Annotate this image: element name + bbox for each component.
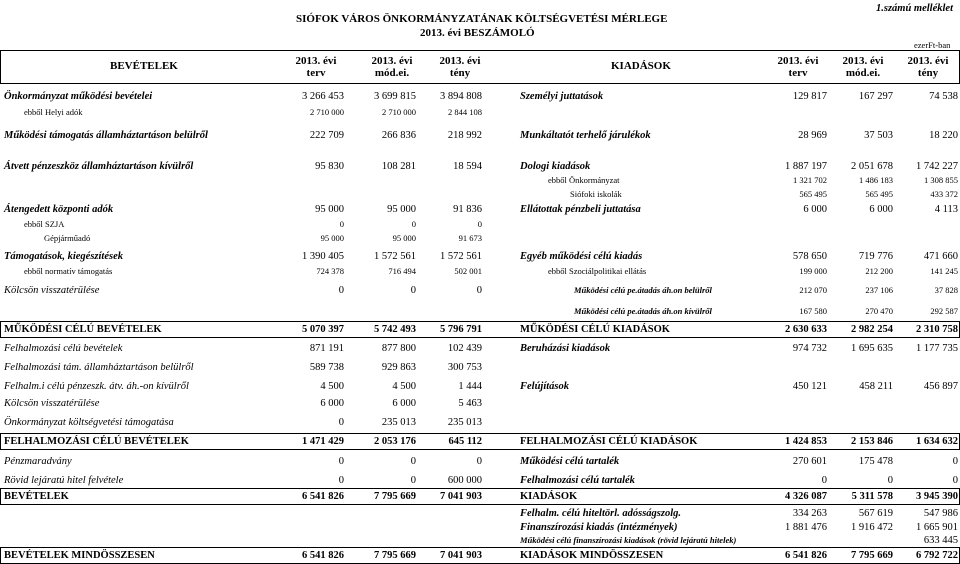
revenue-value: 222 709 — [309, 130, 344, 141]
expense-row-label: Dologi kiadások — [520, 161, 591, 172]
expense-row-label: Munkáltatót terhelő járulékok — [520, 130, 651, 141]
revenue-row-label: Rövid lejáratú hitel felvétele — [4, 475, 124, 486]
expense-value: 7 795 669 — [851, 550, 893, 561]
expense-value: 2 051 678 — [851, 161, 893, 172]
expense-value: 74 538 — [929, 91, 958, 102]
expense-value: 0 — [952, 456, 958, 467]
total-row-bottom-rule — [0, 504, 960, 505]
expense-value: 167 297 — [858, 91, 893, 102]
page-subtitle: 2013. évi BESZÁMOLÓ — [420, 27, 535, 39]
revenue-row-label: ebből SZJA — [24, 219, 65, 229]
expense-row-label: Siófoki iskolák — [570, 189, 622, 199]
column-header-modified — [833, 56, 893, 79]
revenue-value: 7 041 903 — [440, 550, 482, 561]
expense-value: 719 776 — [858, 251, 893, 262]
expense-row-label: FELHALMOZÁSI CÉLÚ KIADÁSOK — [520, 436, 698, 447]
revenue-value: 5 070 397 — [302, 324, 344, 335]
revenue-value: 724 378 — [316, 266, 344, 276]
revenue-row-label: ebből Helyi adók — [24, 107, 83, 117]
column-header-line: terv — [788, 66, 808, 79]
revenue-value: 0 — [410, 285, 416, 296]
revenue-value: 502 001 — [454, 266, 482, 276]
expense-row-label: Felhalm. célú hiteltörl. adósságszolg. — [520, 508, 682, 519]
expense-value: 334 263 — [792, 508, 827, 519]
revenue-value: 877 800 — [381, 343, 416, 354]
expense-value: 1 742 227 — [916, 161, 958, 172]
revenue-value: 1 390 405 — [302, 251, 344, 262]
revenue-row-label: Felhalmozási célú bevételek — [4, 343, 123, 354]
expense-value: 18 220 — [929, 130, 958, 141]
revenue-value: 929 863 — [381, 362, 416, 373]
column-header-line: terv — [306, 66, 326, 79]
expense-value: 270 601 — [792, 456, 827, 467]
expense-value: 1 424 853 — [785, 436, 827, 447]
revenue-value: 0 — [339, 219, 344, 229]
revenue-value: 7 795 669 — [374, 550, 416, 561]
expense-value: 37 828 — [934, 285, 958, 295]
revenue-value: 95 000 — [387, 204, 416, 215]
revenue-value: 7 041 903 — [440, 491, 482, 502]
expense-value: 141 245 — [930, 266, 958, 276]
expense-value: 433 372 — [930, 189, 958, 199]
column-header-plan — [768, 56, 828, 79]
revenue-value: 95 000 — [392, 233, 416, 243]
expense-row-label: Személyi juttatások — [520, 91, 604, 102]
expense-value: 0 — [952, 475, 958, 486]
revenue-value: 3 894 808 — [440, 91, 482, 102]
revenue-value: 0 — [338, 417, 344, 428]
header-top-rule — [0, 50, 960, 51]
revenue-value: 18 594 — [453, 161, 482, 172]
column-header-line: tény — [917, 66, 939, 79]
expense-value: 1 177 735 — [916, 343, 958, 354]
revenue-value: 589 738 — [309, 362, 344, 373]
expense-value: 3 945 390 — [916, 491, 958, 502]
revenue-value: 6 000 — [392, 398, 416, 409]
expense-value: 4 113 — [934, 204, 958, 215]
expense-value: 212 200 — [865, 266, 893, 276]
revenue-value: 1 471 429 — [302, 436, 344, 447]
revenue-row-label: FELHALMOZÁSI CÉLÚ BEVÉTELEK — [4, 436, 189, 447]
revenue-value: 2 844 108 — [448, 107, 482, 117]
expense-value: 6 792 722 — [916, 550, 958, 561]
expense-value: 270 470 — [865, 306, 893, 316]
unit-label: ezerFt-ban — [914, 40, 951, 50]
expense-value: 4 326 087 — [785, 491, 827, 502]
revenue-value: 7 795 669 — [374, 491, 416, 502]
expense-value: 5 311 578 — [851, 491, 893, 502]
expense-row-label: KIADÁSOK MINDÖSSZESEN — [520, 550, 664, 561]
revenue-value: 235 013 — [381, 417, 416, 428]
expense-value: 458 211 — [859, 381, 893, 392]
revenue-row-label: Átvett pénzeszköz államháztartáson kívülről — [4, 161, 194, 172]
revenue-row-label: Pénzmaradvány — [4, 456, 72, 467]
revenue-value: 4 500 — [392, 381, 416, 392]
expense-value: 28 969 — [798, 130, 827, 141]
expense-value: 175 478 — [858, 456, 893, 467]
header-bottom-rule — [0, 83, 960, 84]
revenue-row-label: Gépjárműadó — [44, 233, 91, 243]
expense-value: 237 106 — [865, 285, 893, 295]
revenue-column-title: BEVÉTELEK — [110, 60, 178, 72]
revenue-value: 0 — [410, 456, 416, 467]
expense-value: 633 445 — [923, 535, 958, 546]
total-row-bottom-rule — [0, 337, 960, 338]
expense-value: 471 660 — [923, 251, 958, 262]
revenue-value: 1 444 — [458, 381, 482, 392]
revenue-row-label: Felhalmozási tám. államháztartáson belülről — [4, 362, 194, 373]
column-header-line: 2013. évi — [842, 55, 884, 67]
expense-value: 1 321 702 — [793, 175, 827, 185]
revenue-value: 0 — [410, 475, 416, 486]
total-row-top-rule — [0, 321, 960, 322]
revenue-value: 0 — [338, 456, 344, 467]
expense-value: 450 121 — [792, 381, 827, 392]
expense-value: 456 897 — [923, 381, 958, 392]
expense-value: 167 580 — [799, 306, 827, 316]
revenue-value: 235 013 — [447, 417, 482, 428]
expense-value: 6 000 — [869, 204, 893, 215]
expense-row-label: Ellátottak pénzbeli juttatása — [520, 204, 641, 215]
expense-value: 0 — [887, 475, 893, 486]
expense-row-label: MŰKÖDÉSI CÉLÚ KIADÁSOK — [520, 324, 670, 335]
revenue-value: 108 281 — [381, 161, 416, 172]
expense-value: 1 308 855 — [924, 175, 958, 185]
total-row-bottom-rule — [0, 449, 960, 450]
expense-value: 974 732 — [792, 343, 827, 354]
expense-value: 1 887 197 — [785, 161, 827, 172]
revenue-value: 5 742 493 — [374, 324, 416, 335]
revenue-value: 3 266 453 — [302, 91, 344, 102]
column-header-line: 2013. évi — [371, 55, 413, 67]
header-left-border — [0, 50, 1, 83]
revenue-row-label: Átengedett központi adók — [4, 204, 114, 215]
revenue-value: 0 — [476, 285, 482, 296]
revenue-row-label: Felhalm.i célú pénzeszk. átv. áh.-on kívülről — [4, 381, 189, 392]
revenue-value: 2 710 000 — [382, 107, 416, 117]
revenue-row-label: Önkormányzat működési bevételei — [4, 91, 153, 102]
revenue-row-label: ebből normatív támogatás — [24, 266, 113, 276]
expense-column-title: KIADÁSOK — [611, 60, 671, 72]
revenue-value: 5 463 — [458, 398, 482, 409]
revenue-value: 6 541 826 — [302, 491, 344, 502]
revenue-value: 95 000 — [315, 204, 344, 215]
revenue-row-label: BEVÉTELEK MINDÖSSZESEN — [4, 550, 155, 561]
revenue-value: 4 500 — [320, 381, 344, 392]
total-row-side-rule — [0, 433, 1, 449]
column-header-line: mód.ei. — [374, 66, 410, 79]
revenue-value: 3 699 815 — [374, 91, 416, 102]
revenue-value: 5 796 791 — [440, 324, 482, 335]
expense-value: 578 650 — [792, 251, 827, 262]
total-row-top-rule — [0, 433, 960, 434]
column-header-modified — [362, 56, 422, 79]
expense-row-label: Működési célú tartalék — [520, 456, 620, 467]
revenue-row-label: Önkormányzat költségvetési támogatása — [4, 417, 174, 428]
column-header-actual — [430, 56, 490, 79]
revenue-value: 1 572 561 — [440, 251, 482, 262]
expense-value: 2 310 758 — [916, 324, 958, 335]
expense-value: 1 916 472 — [851, 522, 893, 533]
expense-value: 2 982 254 — [851, 324, 893, 335]
column-header-line: tény — [449, 66, 471, 79]
revenue-value: 91 836 — [453, 204, 482, 215]
revenue-row-label: MŰKÖDÉSI CÉLÚ BEVÉTELEK — [4, 324, 162, 335]
total-row-top-rule — [0, 488, 960, 489]
revenue-value: 95 830 — [315, 161, 344, 172]
total-row-side-rule — [0, 321, 1, 337]
revenue-value: 600 000 — [447, 475, 482, 486]
revenue-value: 91 673 — [458, 233, 482, 243]
expense-value: 0 — [821, 475, 827, 486]
expense-value: 547 986 — [923, 508, 958, 519]
expense-value: 1 634 632 — [916, 436, 958, 447]
column-header-line: mód.ei. — [845, 66, 881, 79]
column-header-line: 2013. évi — [907, 55, 949, 67]
expense-value: 1 881 476 — [785, 522, 827, 533]
column-header-line: 2013. évi — [295, 55, 337, 67]
revenue-value: 6 000 — [320, 398, 344, 409]
expense-value: 1 486 183 — [859, 175, 893, 185]
expense-row-label: KIADÁSOK — [520, 491, 578, 502]
revenue-value: 2 710 000 — [310, 107, 344, 117]
column-header-line: 2013. évi — [439, 55, 481, 67]
expense-row-label: Beruházási kiadások — [520, 343, 611, 354]
column-header-plan — [286, 56, 346, 79]
revenue-row-label: Kölcsön visszatérülése — [4, 398, 100, 409]
expense-row-label: Felújítások — [520, 381, 570, 392]
revenue-value: 0 — [338, 285, 344, 296]
expense-value: 37 503 — [864, 130, 893, 141]
revenue-value: 95 000 — [320, 233, 344, 243]
revenue-value: 0 — [477, 219, 482, 229]
revenue-value: 218 992 — [447, 130, 482, 141]
revenue-value: 2 053 176 — [374, 436, 416, 447]
expense-value: 2 153 846 — [851, 436, 893, 447]
column-header-line: 2013. évi — [777, 55, 819, 67]
expense-value: 1 695 635 — [851, 343, 893, 354]
expense-value: 129 817 — [792, 91, 827, 102]
expense-row-label: Egyéb működési célú kiadás — [520, 251, 643, 262]
expense-row-label: Működési célú pe.átadás áh.on belülről — [574, 285, 712, 295]
total-row-side-rule — [0, 488, 1, 504]
revenue-value: 1 572 561 — [374, 251, 416, 262]
revenue-row-label: Működési támogatás államháztartáson belülről — [4, 130, 208, 141]
expense-row-label: ebből Szociálpolitikai ellátás — [548, 266, 647, 276]
revenue-value: 300 753 — [447, 362, 482, 373]
expense-row-label: Működési célú pe.átadás áh.on kívülről — [574, 306, 712, 316]
revenue-value: 871 191 — [309, 343, 344, 354]
expense-row-label: Felhalmozási célú tartalék — [520, 475, 635, 486]
revenue-value: 0 — [411, 219, 416, 229]
total-row-top-rule — [0, 547, 960, 548]
expense-value: 565 495 — [865, 189, 893, 199]
page-title: SIÓFOK VÁROS ÖNKORMÁNYZATÁNAK KÖLTSÉGVETÉSI MÉRLEGE — [296, 13, 668, 25]
expense-row-label: Finanszírozási kiadás (intézmények) — [520, 522, 678, 533]
revenue-value: 716 494 — [388, 266, 416, 276]
column-header-actual — [898, 56, 958, 79]
expense-value: 567 619 — [858, 508, 893, 519]
revenue-row-label: Kölcsön visszatérülése — [4, 285, 100, 296]
expense-value: 292 587 — [930, 306, 958, 316]
expense-value: 2 630 633 — [785, 324, 827, 335]
expense-row-label: ebből Önkormányzat — [548, 175, 620, 185]
expense-value: 6 541 826 — [785, 550, 827, 561]
expense-row-label: Működési célú finanszírozási kiadások (rövid lejáratú hitelek) — [520, 535, 737, 545]
appendix-label: 1.számú melléklet — [876, 3, 953, 14]
expense-value: 212 070 — [799, 285, 827, 295]
revenue-value: 266 836 — [381, 130, 416, 141]
expense-value: 565 495 — [799, 189, 827, 199]
revenue-value: 645 112 — [448, 436, 482, 447]
expense-value: 1 665 901 — [916, 522, 958, 533]
revenue-value: 0 — [476, 456, 482, 467]
revenue-value: 6 541 826 — [302, 550, 344, 561]
revenue-value: 0 — [338, 475, 344, 486]
revenue-row-label: BEVÉTELEK — [4, 491, 69, 502]
revenue-value: 102 439 — [447, 343, 482, 354]
expense-value: 6 000 — [803, 204, 827, 215]
expense-value: 199 000 — [799, 266, 827, 276]
revenue-row-label: Támogatások, kiegészítések — [4, 251, 123, 262]
